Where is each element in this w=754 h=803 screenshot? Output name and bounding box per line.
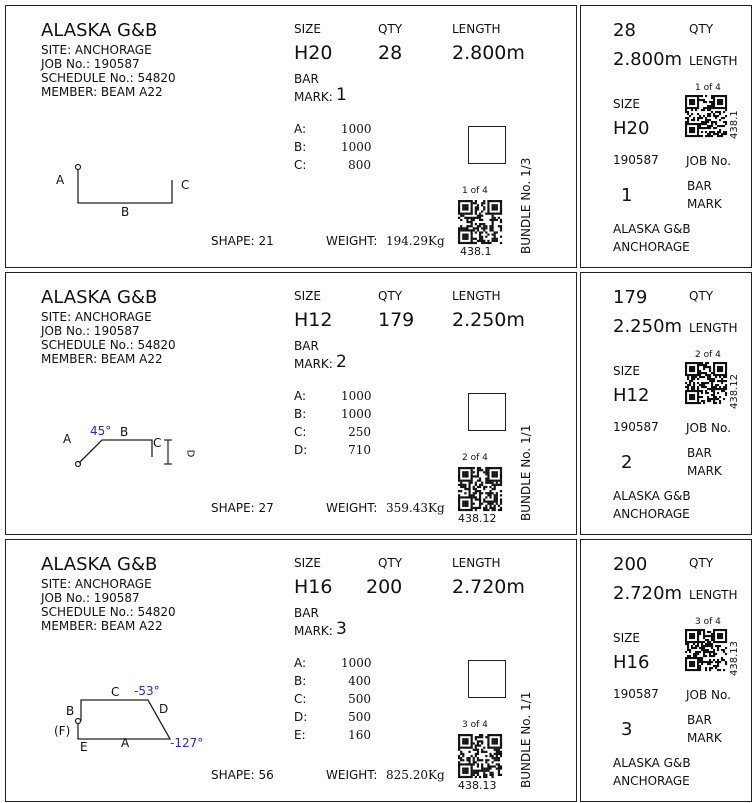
side-size-value: H12 — [613, 385, 650, 406]
qr-code-icon — [458, 200, 502, 244]
side-mark-label: MARK — [687, 464, 722, 478]
qr-page-count: 2 of 4 — [462, 453, 488, 463]
side-qr-code-icon — [685, 629, 727, 671]
side-site: ANCHORAGE — [613, 240, 690, 254]
company-name: ALASKA G&B — [41, 287, 158, 308]
weight-value: 825.20Kg — [386, 768, 445, 782]
mark-label: MARK: — [294, 90, 333, 104]
dim-c-label: C: — [294, 158, 307, 172]
side-qty-label: QTY — [689, 289, 714, 303]
qty-label: QTY — [378, 22, 403, 36]
site-line: SITE: ANCHORAGE — [41, 43, 152, 57]
tag-main-panel — [5, 272, 577, 535]
size-label: SIZE — [294, 556, 321, 570]
dim-b-value: 1000 — [341, 140, 372, 154]
side-mark-label: MARK — [687, 197, 722, 211]
weight-label: WEIGHT: — [326, 501, 378, 515]
side-job-label: JOB No. — [686, 421, 731, 435]
side-mark-value: 2 — [621, 452, 633, 473]
tick-box[interactable] — [468, 660, 506, 698]
side-qr-number: 438.12 — [729, 374, 740, 409]
job-line: JOB No.: 190587 — [41, 591, 140, 605]
side-company: ALASKA G&B — [613, 489, 691, 503]
length-label: LENGTH — [452, 22, 501, 36]
company-name: ALASKA G&B — [41, 20, 158, 41]
side-job-number: 190587 — [613, 420, 659, 434]
mark-value: 1 — [336, 85, 347, 105]
side-size-label: SIZE — [613, 97, 640, 111]
member-line: MEMBER: BEAM A22 — [41, 619, 163, 633]
schedule-line: SCHEDULE No.: 54820 — [41, 605, 176, 619]
side-bar-label: BAR — [687, 713, 712, 727]
bundle-number: BUNDLE No. 1/1 — [519, 691, 533, 788]
weight-label: WEIGHT: — [326, 234, 378, 248]
dim-c-label: C: — [294, 692, 307, 706]
dim-d-label: D: — [294, 443, 308, 457]
side-mark-value: 3 — [621, 719, 633, 740]
tag-side-panel — [580, 5, 752, 268]
shape-label-a: A — [121, 736, 130, 750]
dim-a-label: A: — [294, 656, 307, 670]
company-name: ALASKA G&B — [41, 554, 158, 575]
member-line: MEMBER: BEAM A22 — [41, 85, 163, 99]
qr-number: 438.13 — [458, 779, 497, 792]
side-length-label: LENGTH — [689, 321, 738, 335]
side-site: ANCHORAGE — [613, 774, 690, 788]
mark-label: MARK: — [294, 624, 333, 638]
size-value: H20 — [294, 42, 333, 64]
bundle-number: BUNDLE No. 1/3 — [519, 157, 533, 254]
side-bar-label: BAR — [687, 179, 712, 193]
mark-value: 2 — [336, 352, 347, 372]
dim-c-value: 250 — [348, 425, 371, 439]
dim-a-value: 1000 — [341, 122, 372, 136]
tag-main-panel — [5, 539, 577, 802]
side-qr-page-count: 1 of 4 — [695, 83, 721, 93]
shape-label-d: D — [159, 702, 169, 716]
qr-code-icon — [458, 467, 502, 511]
shape-code: SHAPE: 56 — [211, 768, 274, 782]
side-site: ANCHORAGE — [613, 507, 690, 521]
tag-side-panel — [580, 539, 752, 802]
tag-main-panel — [5, 5, 577, 268]
shape-label-c: C — [153, 436, 162, 450]
site-line: SITE: ANCHORAGE — [41, 310, 152, 324]
side-qty-value: 200 — [613, 554, 648, 575]
member-line: MEMBER: BEAM A22 — [41, 352, 163, 366]
side-size-label: SIZE — [613, 631, 640, 645]
side-bar-label: BAR — [687, 446, 712, 460]
weight-label: WEIGHT: — [326, 768, 378, 782]
shape-label-b: B — [121, 205, 130, 219]
dim-b-label: B: — [294, 674, 307, 688]
shape-label-c: C — [111, 685, 120, 699]
qr-number: 438.1 — [460, 245, 492, 258]
qr-page-count: 3 of 4 — [462, 720, 488, 730]
side-job-number: 190587 — [613, 687, 659, 701]
angle-label-1: -53° — [134, 684, 160, 698]
tag-side-panel — [580, 272, 752, 535]
qty-label: QTY — [378, 289, 403, 303]
side-size-value: H16 — [613, 652, 650, 673]
shape-label-c: C — [181, 178, 190, 192]
shape-label-a: A — [56, 173, 65, 187]
shape-label-f: (F) — [54, 724, 71, 738]
bar-shape-diagram — [6, 6, 206, 269]
dim-b-label: B: — [294, 407, 307, 421]
side-company: ALASKA G&B — [613, 222, 691, 236]
dim-b-value: 1000 — [341, 407, 372, 421]
side-length-label: LENGTH — [689, 588, 738, 602]
length-label: LENGTH — [452, 556, 501, 570]
dim-c-label: C: — [294, 425, 307, 439]
shape-label-b: B — [120, 425, 129, 439]
dim-d-value: 710 — [348, 443, 371, 457]
side-qty-value: 28 — [613, 20, 636, 41]
qr-page-count: 1 of 4 — [462, 186, 488, 196]
bar-label: BAR — [294, 339, 319, 353]
qr-code-icon — [458, 734, 502, 778]
side-company: ALASKA G&B — [613, 756, 691, 770]
side-qty-label: QTY — [689, 556, 714, 570]
side-job-label: JOB No. — [686, 154, 731, 168]
side-qr-page-count: 2 of 4 — [695, 350, 721, 360]
side-qr-code-icon — [685, 95, 727, 137]
side-length-label: LENGTH — [689, 54, 738, 68]
side-length-value: 2.720m — [613, 583, 683, 604]
dim-e-label: E: — [294, 728, 306, 742]
dim-c-value: 800 — [348, 158, 371, 172]
mark-value: 3 — [336, 619, 347, 639]
qty-value: 200 — [366, 576, 403, 598]
side-qr-number: 438.1 — [729, 110, 740, 139]
side-size-label: SIZE — [613, 364, 640, 378]
side-qr-code-icon — [685, 362, 727, 404]
bar-tag-1 — [0, 5, 754, 268]
length-label: LENGTH — [452, 289, 501, 303]
size-value: H12 — [294, 309, 333, 331]
dim-c-value: 500 — [348, 692, 371, 706]
side-qr-page-count: 3 of 4 — [695, 617, 721, 627]
size-label: SIZE — [294, 22, 321, 36]
tick-box[interactable] — [468, 393, 506, 431]
length-value: 2.250m — [452, 309, 525, 331]
shape-label-e: E — [80, 740, 88, 754]
site-line: SITE: ANCHORAGE — [41, 577, 152, 591]
bar-tag-2 — [0, 272, 754, 535]
qty-label: QTY — [378, 556, 403, 570]
bundle-number: BUNDLE No. 1/1 — [519, 424, 533, 521]
length-value: 2.720m — [452, 576, 525, 598]
shape-label-a: A — [63, 432, 72, 446]
side-length-value: 2.800m — [613, 49, 683, 70]
dim-a-value: 1000 — [341, 656, 372, 670]
side-length-value: 2.250m — [613, 316, 683, 337]
schedule-line: SCHEDULE No.: 54820 — [41, 71, 176, 85]
size-label: SIZE — [294, 289, 321, 303]
weight-value: 194.29Kg — [386, 234, 445, 248]
bar-label: BAR — [294, 72, 319, 86]
bar-tag-3 — [0, 539, 754, 802]
qr-number: 438.12 — [458, 512, 497, 525]
qty-value: 28 — [378, 42, 403, 64]
dim-b-label: B: — [294, 140, 307, 154]
angle-label-2: -127° — [170, 736, 204, 750]
side-qty-label: QTY — [689, 22, 714, 36]
schedule-line: SCHEDULE No.: 54820 — [41, 338, 176, 352]
dim-d-value: 500 — [348, 710, 371, 724]
side-mark-label: MARK — [687, 731, 722, 745]
dim-a-label: A: — [294, 389, 307, 403]
side-job-label: JOB No. — [686, 688, 731, 702]
shape-label-b: B — [66, 704, 75, 718]
dim-b-value: 400 — [348, 674, 371, 688]
side-mark-value: 1 — [621, 185, 633, 206]
job-line: JOB No.: 190587 — [41, 324, 140, 338]
bar-label: BAR — [294, 606, 319, 620]
mark-label: MARK: — [294, 357, 333, 371]
size-value: H16 — [294, 576, 333, 598]
job-line: JOB No.: 190587 — [41, 57, 140, 71]
side-job-number: 190587 — [613, 153, 659, 167]
dim-e-value: 160 — [348, 728, 371, 742]
shape-code: SHAPE: 21 — [211, 234, 274, 248]
bar-shape-diagram — [6, 540, 206, 803]
bar-shape-diagram — [6, 273, 206, 536]
shape-code: SHAPE: 27 — [211, 501, 274, 515]
side-qr-number: 438.13 — [729, 641, 740, 676]
tick-box[interactable] — [468, 126, 506, 164]
shape-label-d: D — [184, 449, 196, 458]
dim-d-label: D: — [294, 710, 308, 724]
length-value: 2.800m — [452, 42, 525, 64]
side-qty-value: 179 — [613, 287, 648, 308]
side-size-value: H20 — [613, 118, 650, 139]
qty-value: 179 — [378, 309, 415, 331]
angle-label: 45° — [90, 424, 112, 438]
dim-a-label: A: — [294, 122, 307, 136]
weight-value: 359.43Kg — [386, 501, 445, 515]
dim-a-value: 1000 — [341, 389, 372, 403]
